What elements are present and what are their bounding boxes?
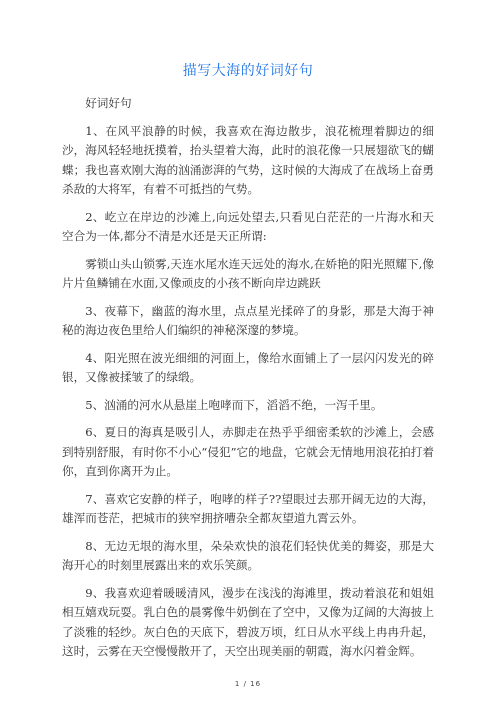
paragraph-4: 4、阳光照在波光细细的河面上，像给水面铺上了一层闪闪发光的碎银，又像被揉皱了的绿缎。 <box>62 350 434 384</box>
paragraph-2-continued: 雾锁山头山锁雾,天连水尾水连天远处的海水,在娇艳的阳光照耀下,像片片鱼鳞铺在水面,又像顽皮的小孩不断向岸边跳跃 <box>62 256 434 290</box>
paragraph-6: 6、夏日的海真是吸引人，赤脚走在热乎乎细密柔软的沙滩上，会感到特别舒服，有时你不小心“侵犯”它的地盘，它就会无情地用浪花拍打着你，直到你离开为止。 <box>62 425 434 478</box>
paragraph-8: 8、无边无垠的海水里，朵朵欢快的浪花们轻快优美的舞姿，那是大海开心的时刻里展露出来的欢乐笑颜。 <box>62 538 434 572</box>
paragraph-2: 2、屹立在岸边的沙滩上,向远处望去,只看见白茫茫的一片海水和天空合为一体,都分不清是水还是天正所谓: <box>62 209 434 243</box>
paragraph-7: 7、喜欢它安静的样子，咆哮的样子??望眼过去那开阔无边的大海，雄浑而苍茫，把城市的狭窄拥挤嘈杂全都灰望道九霄云外。 <box>62 491 434 525</box>
page-indicator: 1 / 16 <box>234 680 262 688</box>
paragraph-9: 9、我喜欢迎着暖暖清风，漫步在浅浅的海滩里，拨动着浪花和姐姐相互嬉戏玩耍。乳白色的晨雾像牛奶倒在了空中，又像为辽阔的大海披上了淡雅的轻纱。灰白色的天底下，碧波万顷，红日从水平线上冉冉升起，这时，云雾在天空慢慢散开了，天空出现美丽的朝霞，海水闪着金辉。 <box>62 585 434 658</box>
paragraph-3: 3、夜幕下，幽蓝的海水里，点点星光揉碎了的身影，那是大海于神秘的海边夜色里给人们编织的神秘深邃的梦境。 <box>62 303 434 337</box>
document-title: 描写大海的好词好句 <box>182 63 314 79</box>
document-body <box>62 94 434 668</box>
section-subtitle: 好词好句 <box>85 96 132 110</box>
paragraph-1: 1、在风平浪静的时候，我喜欢在海边散步，浪花梳理着脚边的细沙，海风轻轻地抚摸着，抬头望着大海，此时的浪花像一只展翅欲飞的蝴蝶；我也喜欢刚大海的汹涌澎湃的气势，这时候的大海成了在战场上奋勇杀敌的大将军，有着不可抵挡的气势。 <box>62 123 434 196</box>
paragraph-5: 5、汹涌的河水从悬崖上咆哮而下，滔滔不绝，一泻千里。 <box>85 397 383 412</box>
